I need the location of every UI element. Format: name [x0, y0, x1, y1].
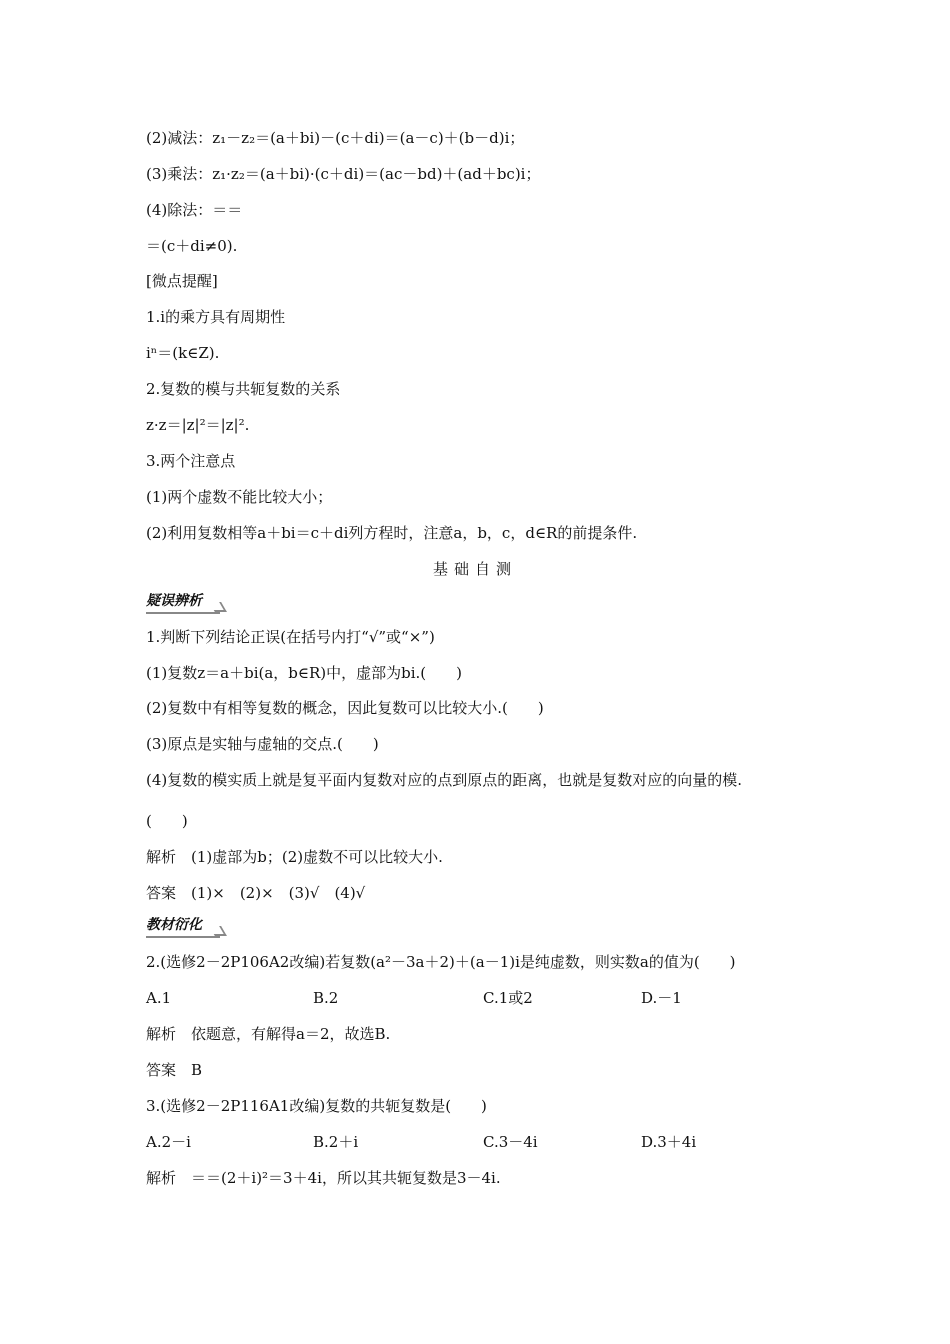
question-1-analysis: 解析 (1)虚部为b；(2)虚数不可以比较大小. [146, 848, 443, 866]
q2-option-b: B.2 [313, 989, 339, 1007]
tip-1-formula: iⁿ＝(k∈Z). [146, 344, 220, 362]
q3-option-a: A.2－i [146, 1133, 191, 1151]
q3-option-d: D.3＋4i [641, 1133, 697, 1151]
question-1-2: (2)复数中有相等复数的概念，因此复数可以比较大小.( ) [146, 699, 544, 717]
tip-3-2: (2)利用复数相等a＋bi＝c＋di列方程时，注意a，b，c，d∈R的前提条件. [146, 524, 638, 542]
division-rule-cont: ＝(c＋di≠0). [146, 237, 238, 255]
tip-1: 1.i的乘方具有周期性 [146, 308, 286, 326]
question-1-4-bracket: ( ) [146, 812, 188, 830]
tip-2: 2.复数的模与共轭复数的关系 [146, 380, 341, 398]
question-1-answer: 答案 (1)× (2)× (3)√ (4)√ [146, 884, 366, 902]
question-2-answer: 答案 B [146, 1061, 203, 1079]
tip-3: 3.两个注意点 [146, 452, 236, 470]
q2-option-a: A.1 [146, 989, 172, 1007]
q3-option-b: B.2＋i [313, 1133, 359, 1151]
question-3: 3.(选修2－2P116A1改编)复数的共轭复数是( ) [146, 1097, 487, 1115]
question-1-3: (3)原点是实轴与虚轴的交点.( ) [146, 735, 379, 753]
question-2-analysis: 解析 依题意，有解得a＝2，故选B. [146, 1025, 391, 1043]
division-rule: (4)除法：＝＝ [146, 201, 243, 219]
tag-underline-icon [146, 604, 220, 614]
q2-option-c: C.1或2 [483, 989, 533, 1007]
question-2: 2.(选修2－2P106A2改编)若复数(a²－3a＋2)＋(a－1)i是纯虚数，则实数a的值为( ) [146, 953, 736, 971]
question-1-4: (4)复数的模实质上就是复平面内复数对应的点到原点的距离，也就是复数对应的向量的模. [146, 771, 743, 789]
tag-textbook-derivation: 教材衍化 [146, 914, 202, 934]
q3-option-c: C.3－4i [483, 1133, 538, 1151]
tips-heading: [微点提醒] [146, 272, 218, 290]
tag-underline-icon [146, 928, 220, 938]
tag-error-analysis: 疑误辨析 [146, 590, 202, 610]
q2-option-d: D.－1 [641, 989, 682, 1007]
tip-2-formula: z·z＝|z|²＝|z|². [146, 416, 250, 434]
question-3-analysis: 解析 ＝＝(2＋i)²＝3＋4i，所以其共轭复数是3－4i. [146, 1169, 501, 1187]
subtraction-rule: (2)减法：z₁－z₂＝(a＋bi)－(c＋di)＝(a－c)＋(b－d)i； [146, 129, 525, 147]
question-1: 1.判断下列结论正误(在括号内打“√”或“×”) [146, 628, 435, 646]
question-1-1: (1)复数z＝a＋bi(a，b∈R)中，虚部为bi.( ) [146, 664, 463, 682]
multiplication-rule: (3)乘法：z₁·z₂＝(a＋bi)·(c＋di)＝(ac－bd)＋(ad＋bc)i； [146, 165, 541, 183]
tip-3-1: (1)两个虚数不能比较大小； [146, 488, 333, 506]
section-title: 基础自测 [432, 560, 517, 578]
